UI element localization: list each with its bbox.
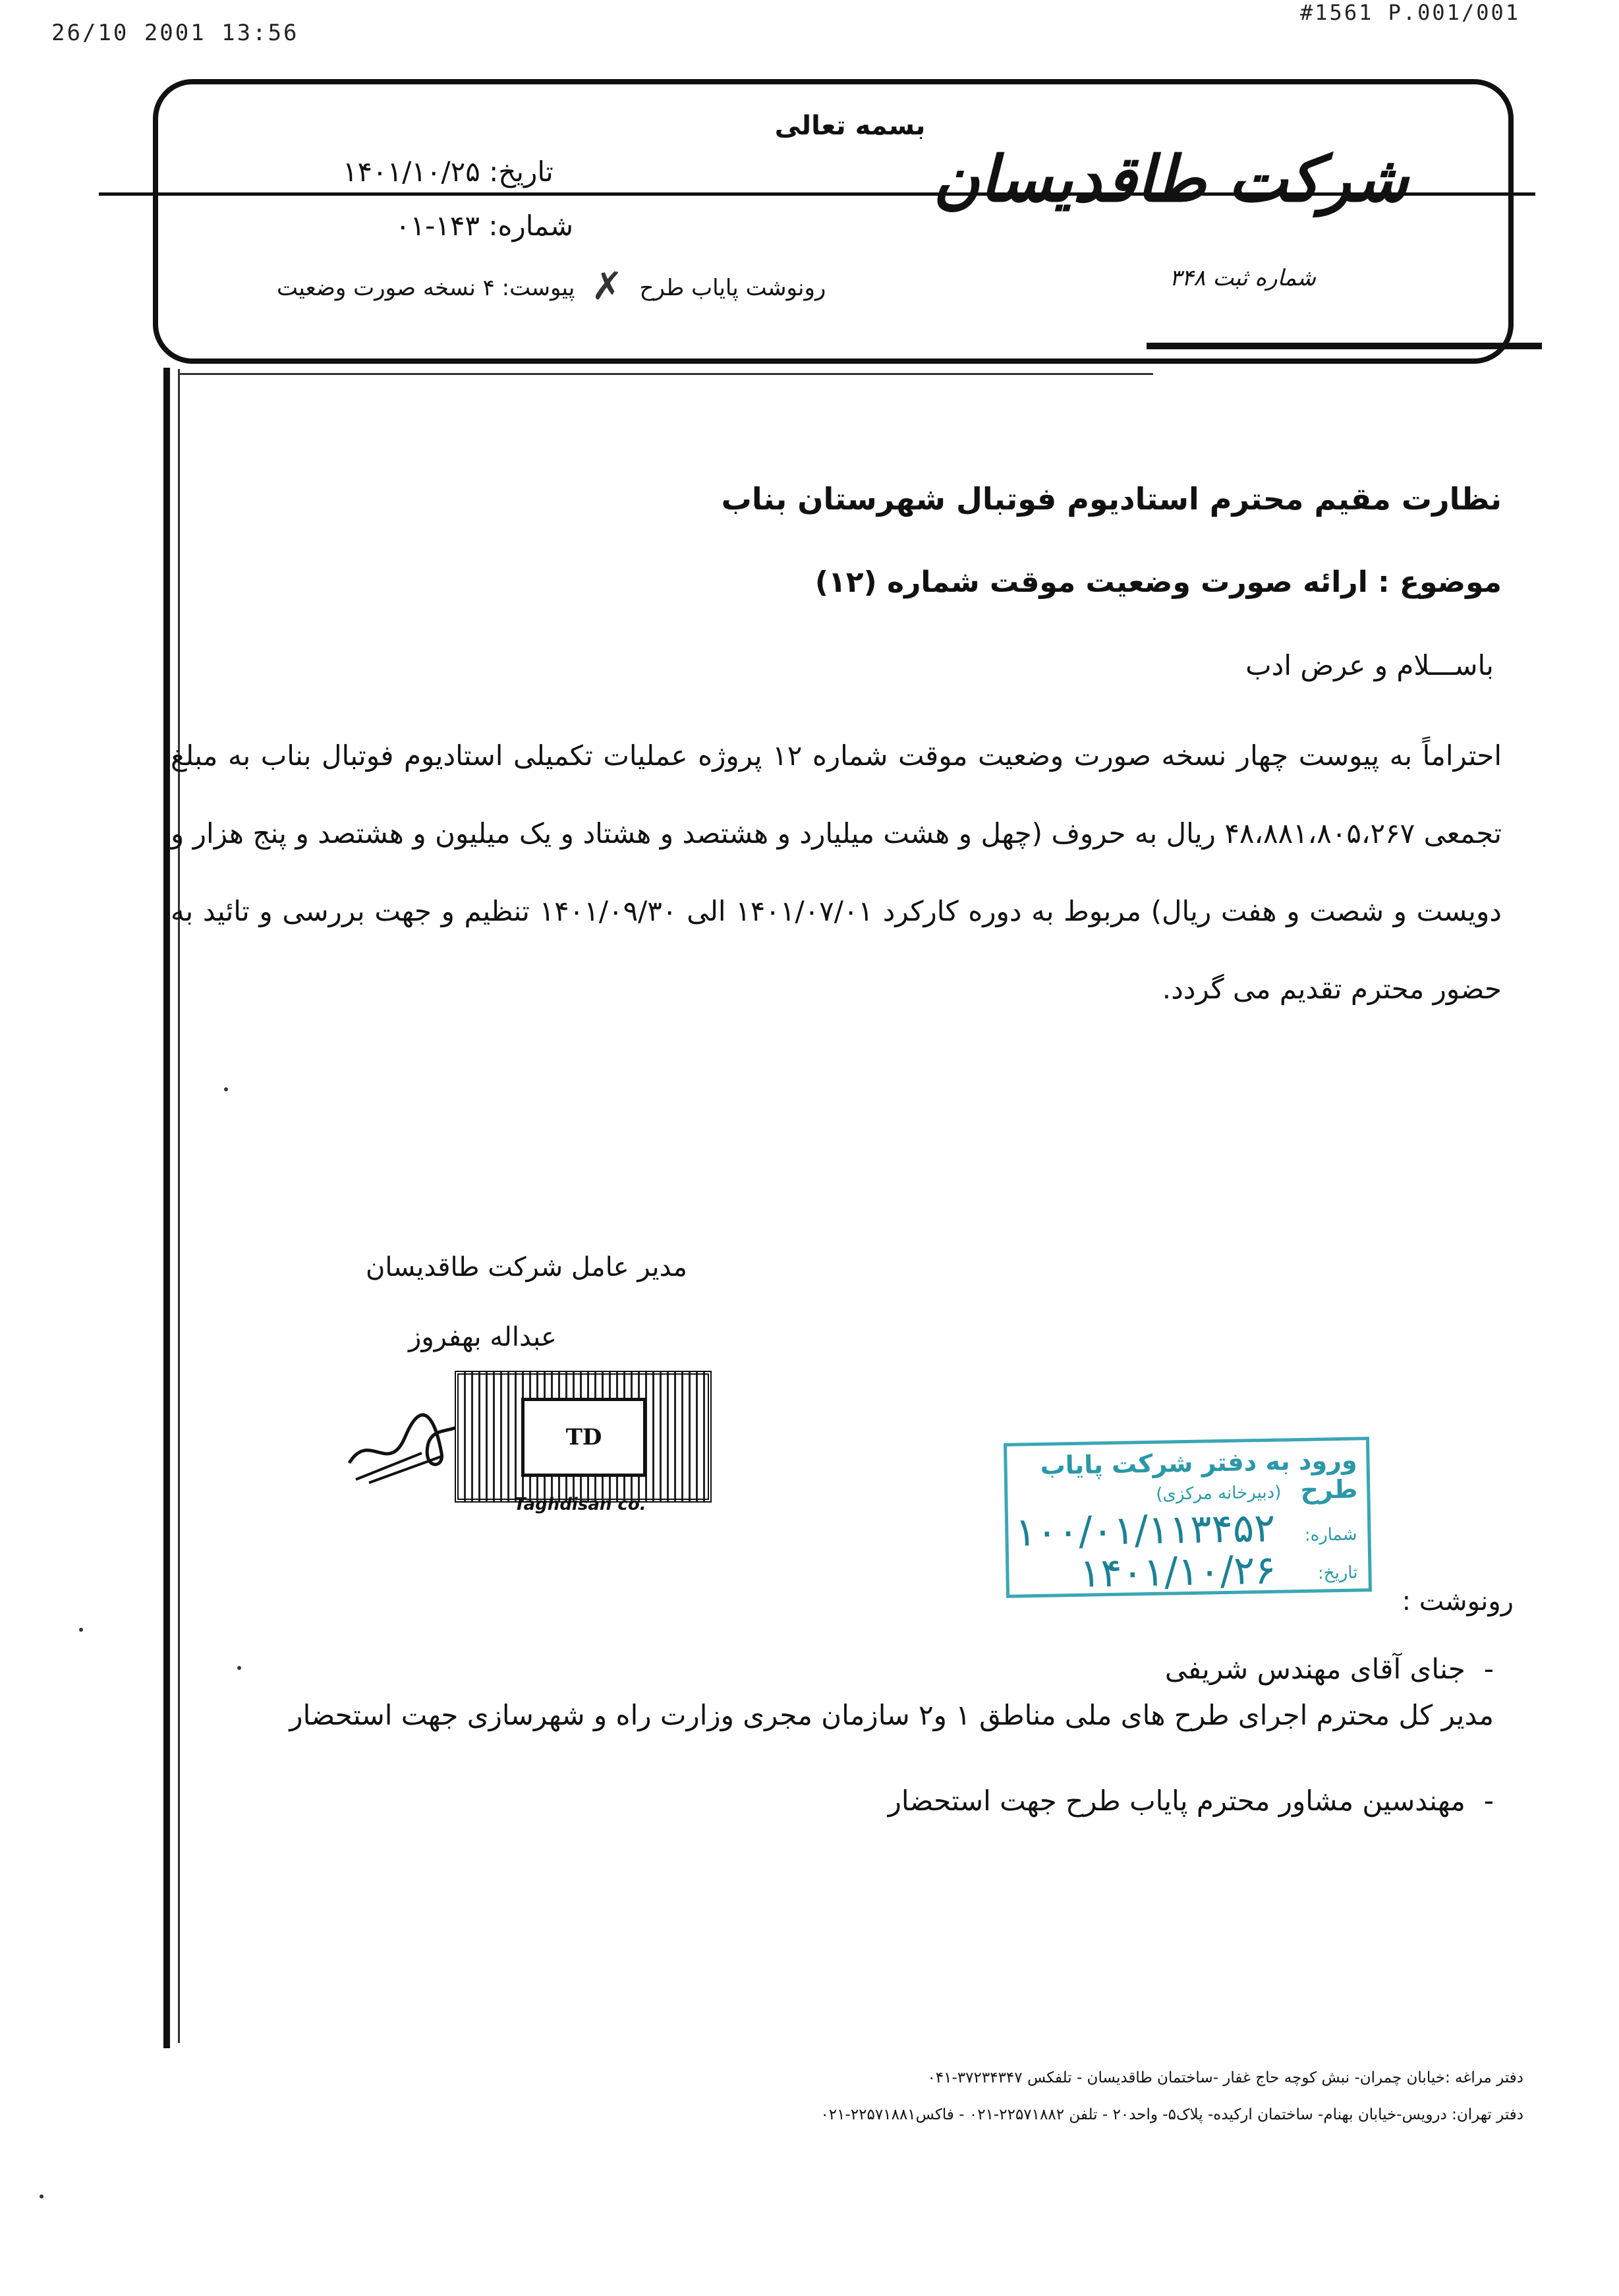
scan-speck [40, 2195, 43, 2198]
copy-note: رونوشت پایاب طرح [639, 275, 826, 301]
copies-title: رونوشت : [1402, 1586, 1514, 1617]
stamp-number-value: ۱۰۰/۰۱/۱۱۳۴۵۲ [1014, 1505, 1276, 1556]
bismillah: بسمه تعالی [774, 111, 926, 141]
footer-address-tehran: دفتر تهران: درویس-خیابان بهنام- ساختمان ارکیده- پلاک۵- واحد۲۰ - تلفن ۲۲۵۷۱۸۸۲-۰۲۱ - فاکس۲۲۵۷۱۸۸۱-۰۲۱ [820, 2106, 1523, 2123]
letter-date: تاریخ: ۱۴۰۱/۱۰/۲۵ [343, 156, 554, 188]
copy-recipient: -جنای آقای مهندس شریفی [1164, 1653, 1494, 1685]
receipt-stamp [1004, 1437, 1372, 1598]
left-margin-bar [163, 368, 170, 2048]
seal-emblem-icon: TD [521, 1398, 646, 1477]
subject: موضوع : ارائه صورت وضعیت موقت شماره (۱۲) [814, 565, 1502, 599]
footer-address-maragheh: دفتر مراغه :خیابان چمران- نبش کوچه حاج غفار -ساختمان طاقدیسان - تلفکس ۳۷۲۳۴۳۴۷-۰۴۱ [927, 2069, 1523, 2086]
attachment-line [277, 264, 826, 308]
stamp-title: ورود به دفتر شرکت پایاب طرح [1040, 1445, 1358, 1505]
greeting: باســـلام و عرض ادب [1245, 649, 1494, 681]
attachment-text: پیوست: ۴ نسخه صورت وضعیت [277, 275, 575, 301]
signatory-name: عبداله بهفروز [409, 1322, 557, 1352]
stamp-subtitle: (دبیرخانه مرکزی) [1156, 1482, 1282, 1505]
frame-divider [1147, 343, 1542, 349]
copy-recipient: -مهندسین مشاور محترم پایاب طرح جهت استحضار [888, 1785, 1494, 1817]
company-logo: شرکت طاقدیسان [933, 142, 1408, 216]
top-body-rule [178, 373, 1153, 375]
scan-speck [79, 1628, 83, 1632]
letter-body: احتراماً به پیوست چهار نسخه صورت وضعیت موقت شماره ۱۲ پروژه عملیات تکمیلی استادیوم فوتبال بناب به مبلغ تجمعی ۴۸،۸۸۱،۸۰۵،۲۶۷ ریال به حروف (چهل و هشت میلیارد و هشتصد و هشتاد و یک میلیون و هشتصد و پنج هزار و دویست و شصت و هفت ریال) مربوط به دوره کارکرد ۱۴۰۱/۰۷/۰۱ الی ۱۴۰۱/۰۹/۳۰ تنظیم و جهت بررسی و تائید به حضور محترم تقدیم می گردد. [171, 739, 1502, 1005]
left-margin-rule [178, 369, 180, 2043]
company-seal [455, 1371, 712, 1503]
copy-recipient: مدیر کل محترم اجرای طرح های ملی مناطق ۱ و۲ سازمان مجری وزارت راه و شهرسازی جهت استحضار [289, 1699, 1494, 1731]
stamp-date-label: تاریخ: [1317, 1563, 1358, 1584]
registration-number: شماره ثبت ۳۴۸ [1169, 265, 1316, 291]
scan-speck [237, 1666, 241, 1670]
signatory-role: مدیر عامل شرکت طاقدیسان [366, 1252, 687, 1282]
check-x-icon: ✗ [591, 264, 623, 308]
seal-caption: Taghdisan co. [514, 1495, 646, 1514]
stamp-number-label: شماره: [1304, 1524, 1357, 1545]
fax-timestamp: 26/10 2001 13:56 [51, 20, 299, 46]
fax-page-ref: #1561 P.001/001 [1300, 0, 1520, 25]
stamp-date-value: ۱۴۰۱/۱۰/۲۶ [1079, 1547, 1277, 1597]
scan-speck [224, 1087, 228, 1091]
letter-number: شماره: ۱۴۳-۰۱ [395, 210, 574, 242]
addressee: نظارت مقیم محترم استادیوم فوتبال شهرستان بناب [721, 481, 1502, 517]
